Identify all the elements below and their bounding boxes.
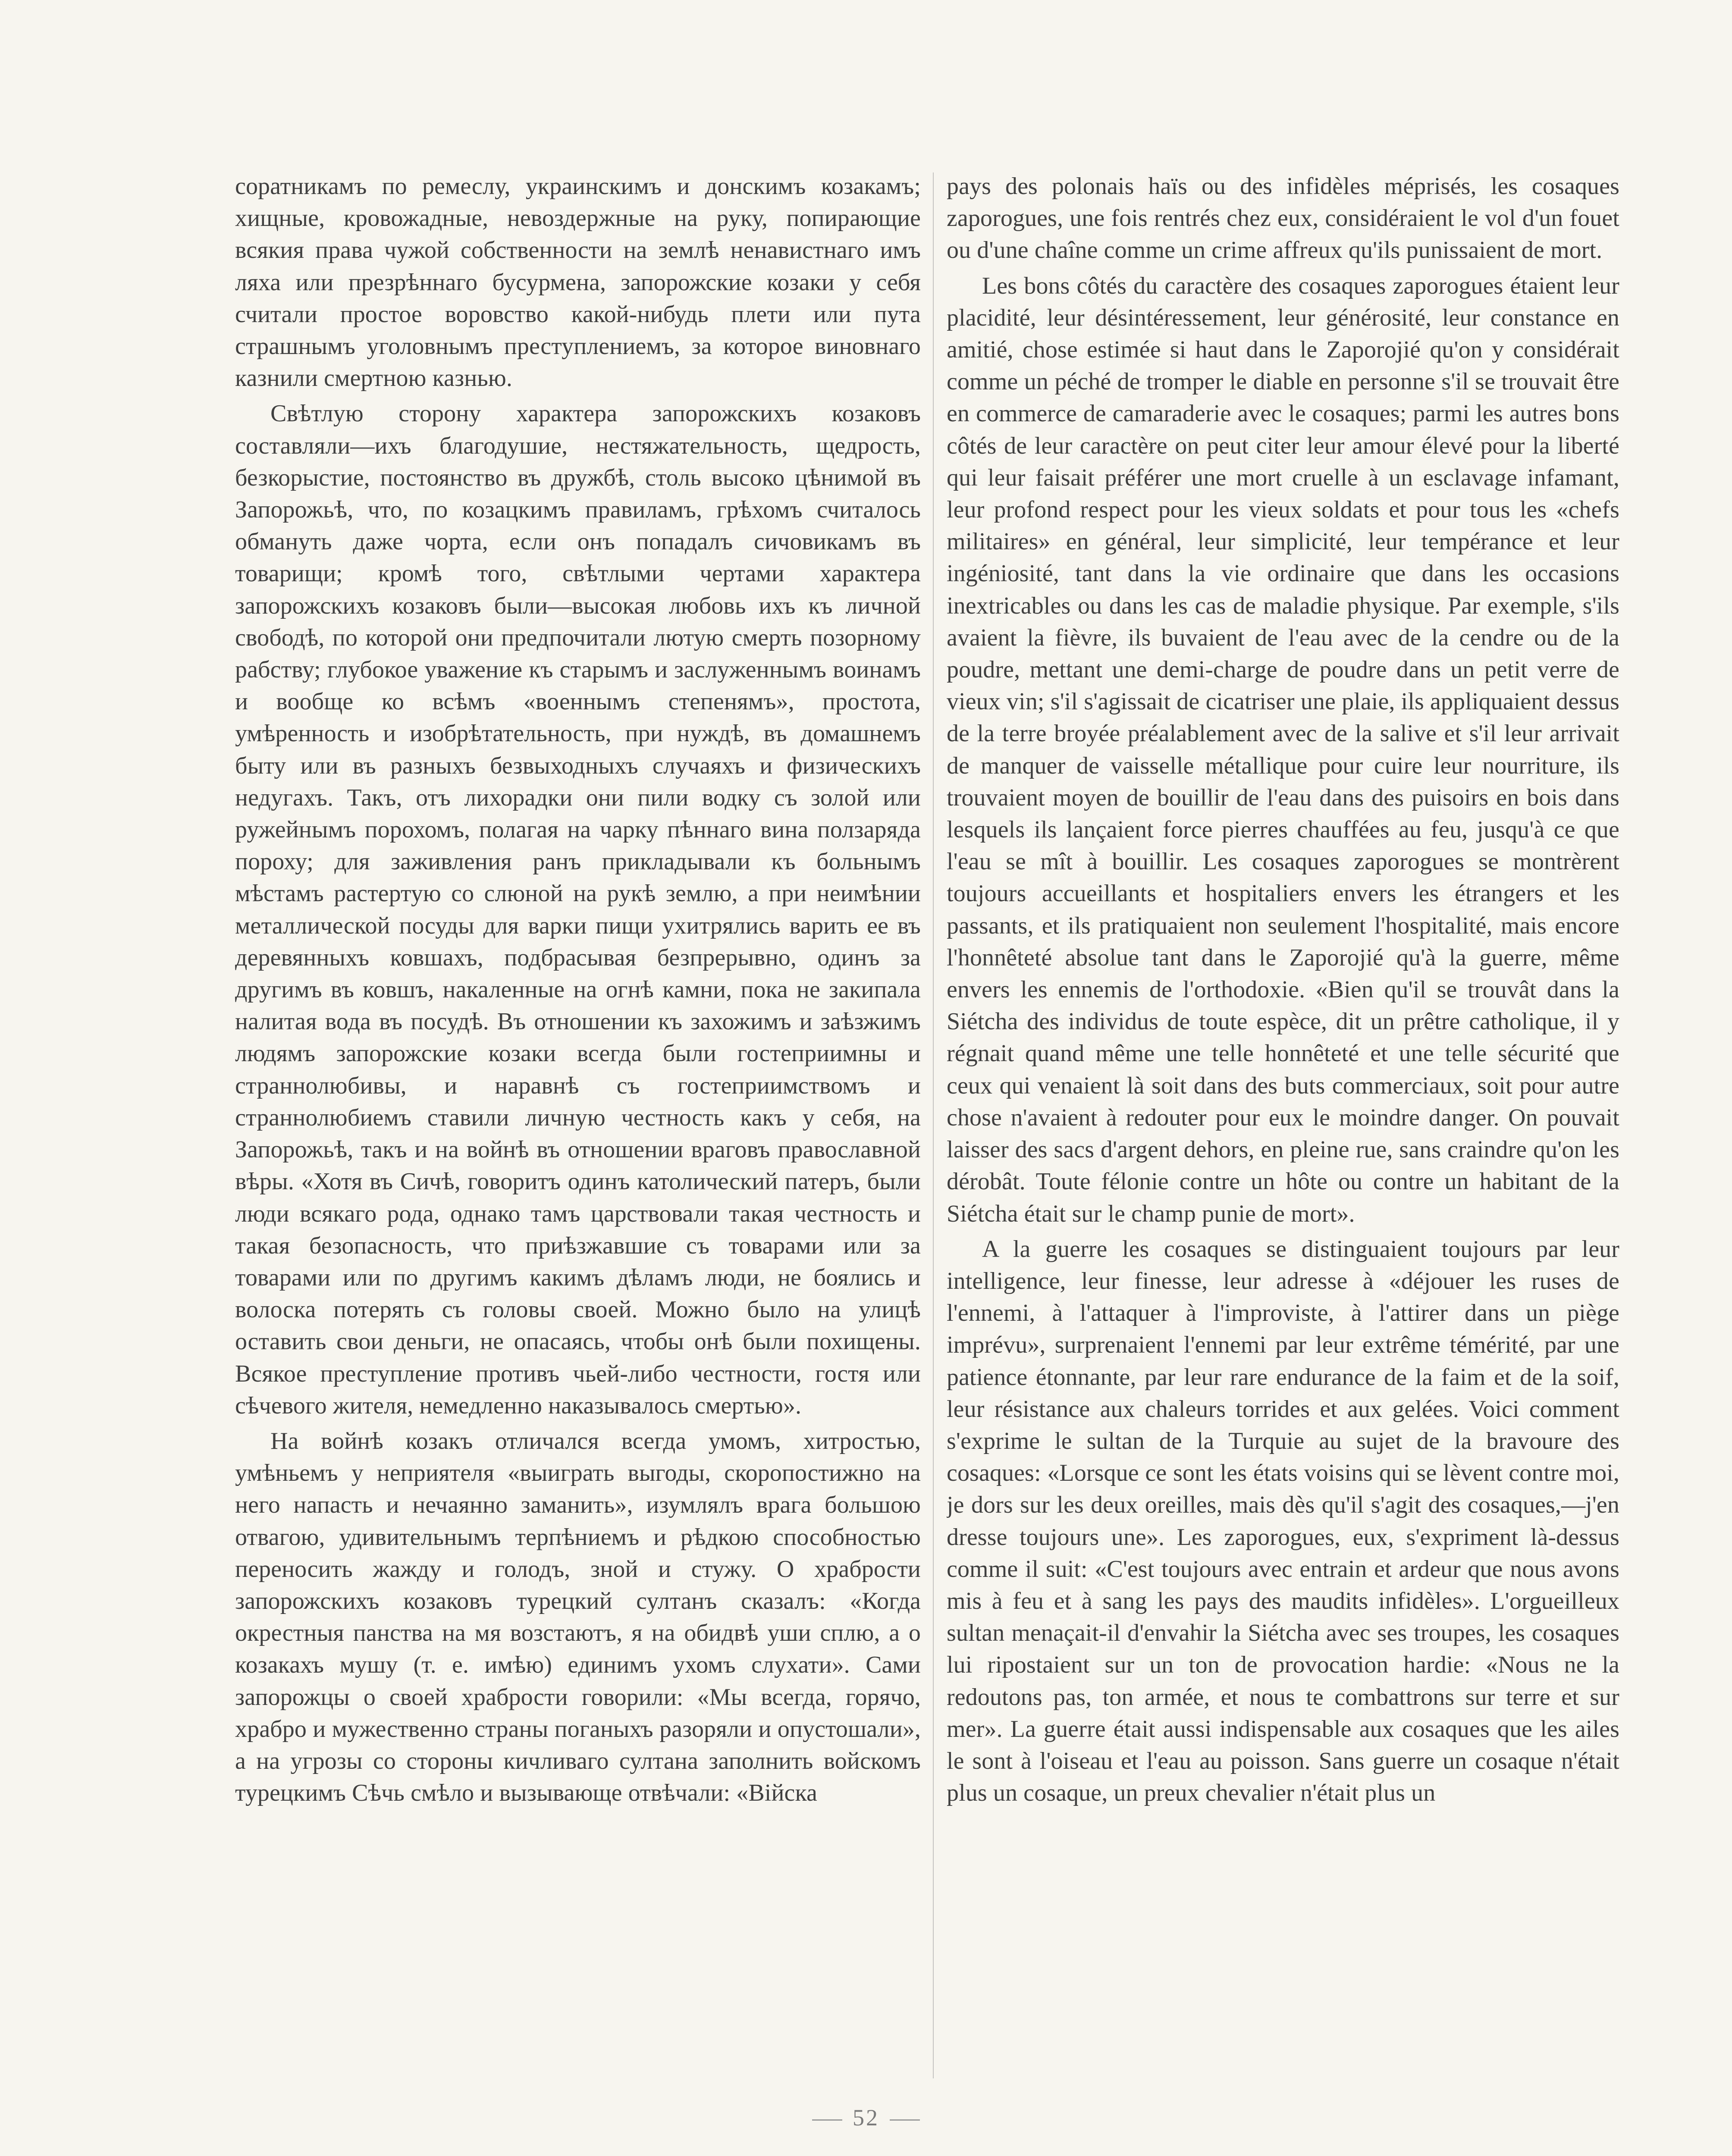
russian-paragraph-3: На войнѣ козакъ отличался всегда умомъ, хитростью, умѣньемъ у неприятеля «выиграть выгоды, скоропостижно на него напасть и нечаянно заманить», изумлялъ врага большою отвагою, удивительнымъ терпѣниемъ и рѣдкою способностью переносить жажду и голодъ, зной и стужу. О храбрости запорожскихъ козаковъ турецкий султанъ сказалъ: «Когда окрестныя панства на мя возстаютъ, я на обидвѣ уши сплю, а о козакахъ мушу (т. е. имѣю) единимъ ухомъ слухати». Сами запорожцы о своей храбрости говорили: «Мы всегда, горячо, храбро и мужественно страны поганыхъ разоряли и опустошали», а на угрозы со стороны кичливаго султана заполнить войскомъ турецкимъ Сѣчь смѣло и вызывающе отвѣчали: «Війска [235,1427,921,1807]
column-divider [933,172,934,2078]
page-footer [0,2104,1732,2131]
russian-paragraph-1: соратникамъ по ремеслу, украинскимъ и донскимъ козакамъ; хищные, кровожадные, невоздержные на руку, попирающие всякия права чужой собственности на землѣ ненавистнаго имъ ляха или презрѣннаго бусурмена, запорожские козаки у себя считали простое воровство какой-нибудь плети или пута страшнымъ уголовнымъ преступлениемъ, за которое виновнаго казнили смертною казнью. [235,173,921,392]
french-paragraph-2: Les bons côtés du caractère des cosaques zaporogues étaient leur placidité, leur désintéressement, leur générosité, leur constance en amitié, chose estimée si haut dans le Zaporojié qu'on y considérait comme un péché de tromper le diable en personne s'il se trouvait être en commerce de camaraderie avec le cosaques; parmi les autres bons côtés de leur caractère on peut citer leur amour élevé pour la liberté qui leur faisait préférer une mort cruelle à un esclavage infamant, leur profond respect pour les vieux soldats et pour tous les «chefs militaires» en général, leur simplicité, leur tempérance et leur ingéniosité, tant dans la vie ordinaire que dans les occasions inextricables ou dans les cas de maladie physique. Par exemple, s'ils avaient la fièvre, ils buvaient de l'eau avec de la cendre ou de la poudre, mettant une demi-charge de poudre dans un petit verre de vieux vin; s'il s'agissait de cicatriser une plaie, ils appliquaient dessus de la terre broyée préalablement avec de la salive et s'il leur arrivait de manquer de vaisselle métallique pour cuire leur nourriture, ils trouvaient moyen de bouillir de l'eau dans des puisoirs en bois dans lesquels ils lançaient force pierres chauffées au feu, jusqu'à ce que l'eau se mît à bouillir. Les cosaques zaporogues se montrèrent toujours accueillants et hospitaliers envers les étrangers et les passants, et ils pratiquaient non seulement l'hospitalité, mais encore l'honnêteté absolue tant dans le Zaporojié qu'à la guerre, même envers les ennemis de l'orthodoxie. «Bien qu'il se trouvât dans la Siétcha des individus de toute espèce, dit un prêtre catholique, il y régnait quand même une telle honnêteté et une telle sécurité que ceux qui venaient là soit dans des buts commerciaux, soit pour autre chose n'avaient à redouter pour eux le moindre danger. On pouvait laisser des sacs d'argent dehors, en pleine rue, sans craindre qu'on les dérobât. Toute félonie contre un hôte ou contre un habitant de la Siétcha était sur le champ punie de mort». [947,272,1619,1227]
page-number: 52 [853,2105,879,2131]
french-text-column [947,170,1619,2085]
russian-paragraph-2: Свѣтлую сторону характера запорожскихъ козаковъ составляли—ихъ благодушие, нестяжательность, щедрость, безкорыстие, постоянство въ дружбѣ, столь высоко цѣнимой въ Запорожьѣ, что, по козацкимъ правиламъ, грѣхомъ считалось обмануть даже чорта, если онъ попадалъ сичовикамъ въ товарищи; кромѣ того, свѣтлыми чертами характера запорожскихъ козаковъ были—высокая любовь ихъ къ личной свободѣ, по которой они предпочитали лютую смерть позорному рабству; глубокое уважение къ старымъ и заслуженнымъ воинамъ и вообще ко всѣмъ «военнымъ степенямъ», простота, умѣренность и изобрѣтательность, при нуждѣ, въ домашнемъ быту или въ разныхъ безвыходныхъ случаяхъ и физическихъ недугахъ. Такъ, отъ лихорадки они пили водку съ золой или ружейнымъ порохомъ, полагая на чарку пѣннаго вина ползаряда пороху; для заживления ранъ прикладывали къ больнымъ мѣстамъ растертую со слюной на рукѣ землю, а при неимѣнии металлической посуды для варки пищи ухитрялись варить ее въ деревянныхъ ковшахъ, подбрасывая безпрерывно, одинъ за другимъ въ ковшъ, накаленные на огнѣ камни, пока не закипала налитая вода въ посудѣ. Въ отношении къ захожимъ и заѣзжимъ людямъ запорожские козаки всегда были гостеприимны и страннолюбивы, и наравнѣ съ гостеприимствомъ и страннолюбиемъ ставили личную честность какъ у себя, на Запорожьѣ, такъ и на войнѣ въ отношении враговъ православной вѣры. «Хотя въ Сичѣ, говоритъ одинъ католический патеръ, были люди всякаго рода, однако тамъ царствовали такая честность и такая безопасность, что приѣзжавшие съ товарами или за товарами или по другимъ какимъ дѣламъ люди, не боялись и волоска потерять съ головы своей. Можно было на улицѣ оставить свои деньги, не опасаясь, чтобы онѣ были похищены. Всякое преступление противъ чьей-либо честности, гостя или сѣчевого жителя, немедленно наказывалось смертью». [235,400,921,1419]
french-paragraph-1: pays des polonais haïs ou des infidèles méprisés, les cosaques zaporogues, une fois rentrés chez eux, considéraient le vol d'un fouet ou d'une chaîne comme un crime affreux qu'ils punissaient de mort. [947,173,1619,264]
folio-dash-right [890,2119,920,2121]
folio-dash-left [812,2119,842,2121]
french-paragraph-3: A la guerre les cosaques se distinguaient toujours par leur intelligence, leur finesse, leur adresse à «déjouer les ruses de l'ennemi, à l'attaquer à l'improviste, à l'attirer dans un piège imprévu», surprenaient l'ennemi par leur extrême témérité, par une patience étonnante, par leur rare endurance de la faim et de la soif, leur résistance aux chaleurs torrides et aux gelées. Voici comment s'exprime le sultan de la Turquie au sujet de la bravoure des cosaques: «Lorsque ce sont les états voisins qui se lèvent contre moi, je dors sur les deux oreilles, mais dès qu'il s'agit des cosaques,—j'en dresse toujours une». Les zaporogues, eux, s'expriment là-dessus comme il suit: «C'est toujours avec entrain et ardeur que nous avons mis à feu et à sang les pays des maudits infidèles». L'orgueilleux sultan menaçait-il d'envahir la Siétcha avec ses troupes, les cosaques lui ripostaient sur un ton de provocation hardie: «Nous ne la redoutons pas, ton armée, et nous te combattrons sur terre et sur mer». La guerre était aussi indispensable aux cosaques que les ailes le sont à l'oiseau et l'eau au poisson. Sans guerre un cosaque n'était plus un cosaque, un preux chevalier n'était plus un [947,1235,1619,1807]
russian-text-column [235,170,921,2085]
